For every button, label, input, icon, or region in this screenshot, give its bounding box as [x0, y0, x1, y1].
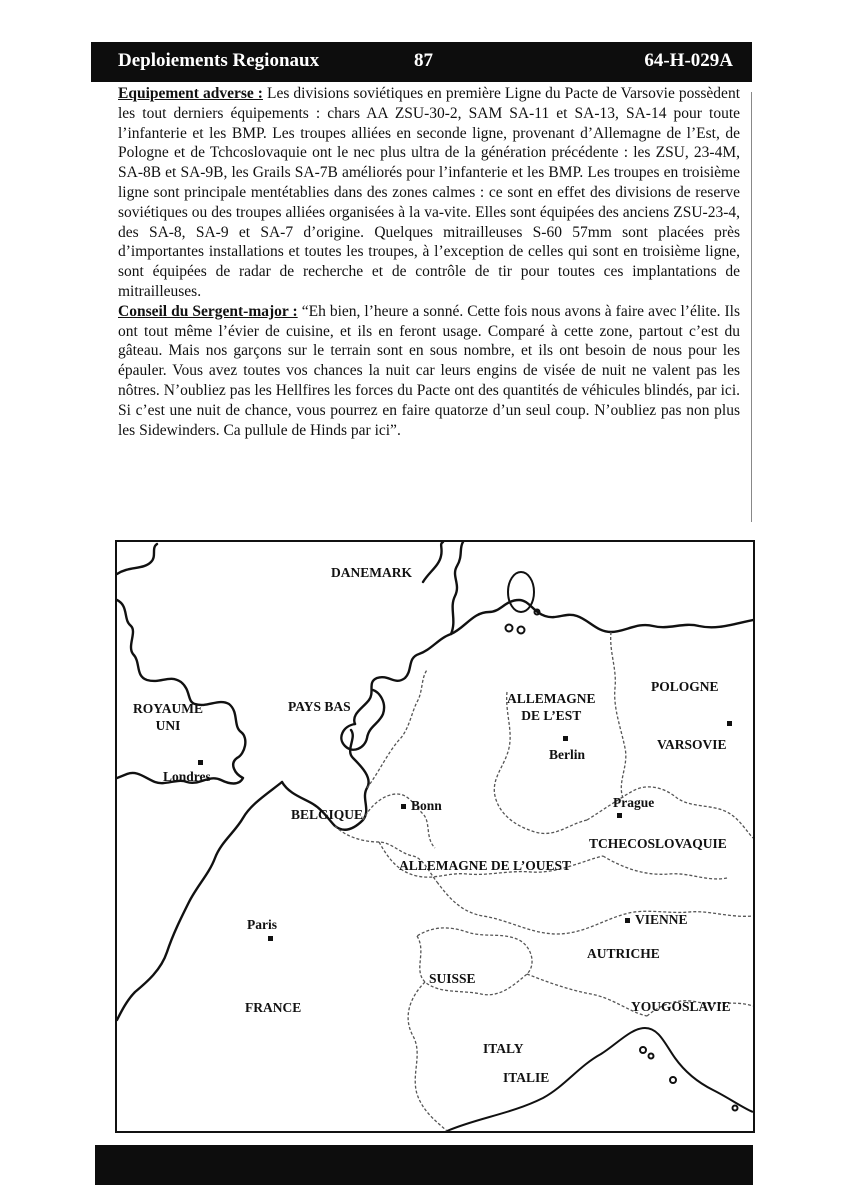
adriatic-islet-3 [670, 1077, 676, 1083]
header-title: Deploiements Regionaux [118, 50, 320, 71]
label-vienne: VIENNE [635, 912, 688, 927]
bornholm-island [508, 572, 534, 612]
label-londres: Londres [163, 769, 211, 784]
baltic-islet-2 [518, 627, 525, 634]
adriatic-islet-2 [649, 1054, 654, 1059]
label-allemagne-est: ALLEMAGNE DE L’EST [507, 691, 596, 723]
dot-prague [617, 813, 622, 818]
dot-varsovie [727, 721, 732, 726]
page-footer [95, 1145, 753, 1185]
label-royaume-uni: ROYAUME UNI [133, 701, 204, 733]
label-allemagne-ouest: ALLEMAGNE DE L’OUEST [399, 858, 572, 873]
equipment-paragraph [118, 84, 740, 302]
dot-berlin [563, 736, 568, 741]
italy-border [408, 974, 647, 1131]
netherlands-germany-border [367, 670, 427, 788]
uk-coastline [117, 544, 245, 784]
label-prague: Prague [613, 795, 655, 810]
label-yougoslavie: YOUGOSLAVIE [631, 999, 731, 1014]
czech-border [587, 787, 753, 879]
label-varsovie: VARSOVIE [657, 737, 727, 752]
label-berlin: Berlin [549, 747, 585, 762]
body-text [118, 84, 740, 440]
side-rule [751, 92, 752, 522]
baltic-islet-1 [506, 625, 513, 632]
label-pays-bas: PAYS BAS [288, 699, 351, 714]
austria-border [437, 882, 753, 934]
label-italy: ITALY [483, 1041, 524, 1056]
denmark-outline [423, 542, 463, 634]
label-tchecoslovaquie: TCHECOSLOVAQUIE [589, 836, 727, 851]
label-autriche: AUTRICHE [587, 946, 660, 961]
label-france: FRANCE [245, 1000, 302, 1015]
label-belgique: BELGIQUE [291, 807, 364, 822]
europe-map [115, 540, 755, 1133]
adriatic-islet-4 [733, 1106, 738, 1111]
france-west-coast [117, 782, 282, 1020]
equipment-heading: Equipement adverse : [118, 85, 263, 102]
dot-bonn [401, 804, 406, 809]
poland-border [611, 632, 626, 798]
label-danemark: DANEMARK [331, 565, 412, 580]
label-bonn: Bonn [411, 798, 442, 813]
label-pologne: POLOGNE [651, 679, 719, 694]
adriatic-islet-1 [640, 1047, 646, 1053]
label-italie: ITALIE [503, 1070, 550, 1085]
dot-paris [268, 936, 273, 941]
dot-vienne [625, 918, 630, 923]
label-suisse: SUISSE [429, 971, 476, 986]
advice-paragraph [118, 302, 740, 441]
document-code: 64-H-029A [644, 50, 733, 71]
page-header [91, 42, 752, 82]
equipment-text: Les divisions soviétiques en première Ligne du Pacte de Varsovie possèdent les tout derniers équipements : chars AA ZSU-30-2, SAM SA-11 et SA-13, SA-14 pour toute l’infanterie et les BMP. Les troupes alliées en seconde ligne, provenant d’Allemagne de l’Est, de Pologne et de Tchcoslovaquie ont le nec plus ultra de la génération précédente : les ZSU, 23-4M, SA-8B et SA-9B, les Grails SA-7B améliorés pour l’infanterie et les BMP. Les troupes en troisième ligne sont principale mentétablies dans des zones calmes : ce sont en effet des divisions de reserve soviétiques ou des troupes alliées organisées à la va-vite. Elles sont équipées des anciens ZSU-23-4, des SA-8, SA-9 et SA-7 d’origine. Quelques mitrailleuses S-60 57mm sont placées près d’importantes installations et toutes les troupes, à l’exception de celles qui sont en troisième ligne, sont équipées de radar de recherche et de contrôle de tir pour toutes ces implantations de mitrailleuses. [118, 85, 740, 300]
page-number: 87 [414, 50, 433, 71]
dot-londres [198, 760, 203, 765]
advice-heading: Conseil du Sergent-major : [118, 302, 298, 320]
label-paris: Paris [247, 917, 277, 932]
advice-text: “Eh bien, l’heure a sonné. Cette fois nous avons à faire avec l’élite. Ils ont tout même l’évier de cuisine, et ils en feront usage. Comparé à cette zone, partout c’est du gâteau. Mais nos garçons sur le terrain sont en sous nombre, et ils ont besoin de nous pour les épauler. Vous avez toutes vos chances la nuit car leurs engins de visée de nuit ne valent pas les nôtres. N’oubliez pas les Hellfires les forces du Pacte ont des quantités de véhicules blindés, par ici. Si c’est une nuit de chance, vous pourrez en faire quatorze d’un seul coup. N’oubliez pas non plus les Sidewinders. Ca pullule de Hinds par ici”. [118, 302, 741, 439]
